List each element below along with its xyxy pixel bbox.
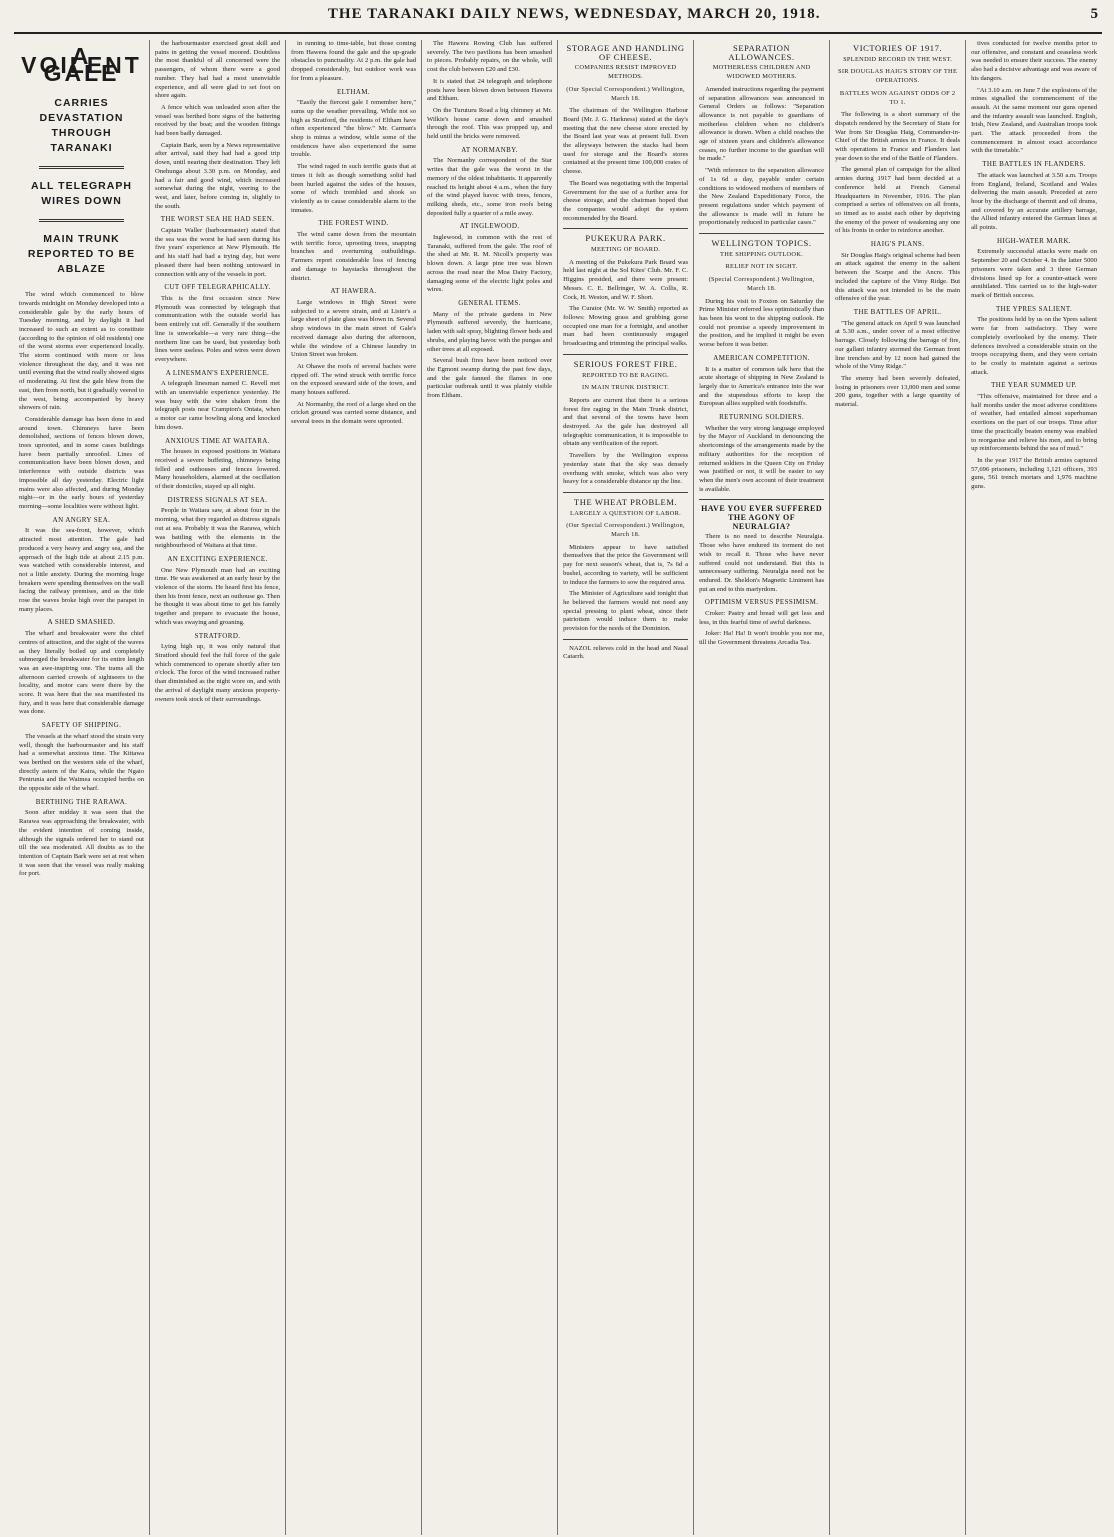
paragraph: Lying high up, it was only natural that Stratford should feel the full force of the gale which commenced to operate shortly after ten o'clock. The force of the wind increased rather than diminished as the night wore on, and with the arrival of daylight many anxious property-owners took stock of their surroundings. — [155, 643, 281, 703]
article-title: WELLINGTON TOPICS. — [711, 238, 812, 249]
subheading: AN ANGRY SEA. — [52, 515, 111, 524]
paragraph: Captain Bark, seen by a News representative after arrival, said they had had a good trip down, until nearing their destination. They left Onehunga about 3.30 p.m. on Monday, and had a fair and good wind, which increased somewhat during the night, veering to the west, and later, before coming in, slightly to the south. — [155, 141, 281, 210]
subheading: THE YPRES SALIENT. — [995, 304, 1073, 313]
subheading: THE FOREST WIND. — [318, 219, 389, 228]
paragraph: One New Plymouth man had an exciting time. He was awakened at an early hour by the violence of the storm. He heard first his fence, then his front fence, next an outhouse go. Then he thought it was about time to get his family together and prepare to evacuate the house, which was swaying and groaning. — [155, 566, 281, 626]
column-4 — [422, 40, 558, 1535]
paragraph: There is no need to describe Neuralgia. Those who have endured its torment do not wish to recall it. Those who have never suffered could not understand. But this is unnecessary suffering. Neuralgia need not be endured. Dr. Sheldon's Magnetic Liniment has put an end to this martyrdom. — [699, 533, 825, 593]
divider — [699, 499, 824, 500]
paragraph: "At 3.10 a.m. on June 7 the explosions of the mines signalled the commencement of the assault. At the same moment our guns opened and the infantry assault was launched. English, Irish, New Zealand, and Australian troops took part. The attack proceeded from the commencement in almost exact accordance with the timetable." — [971, 86, 1097, 155]
paragraph: Travellers by the Wellington express yesterday state that the sky was densely overhung with smoke, which was also very heavy for a considerable distance up the line. — [563, 452, 689, 486]
paragraph: The Hawera Rowing Club has suffered severely. The two pavilions has been smashed to pieces. Probably repairs, on the whole, will cost the club between £20 and £30. — [427, 40, 553, 74]
byline: (Our Special Correspondent.) Wellington, March 18. — [566, 85, 685, 102]
article-subtitle: REPORTED TO BE RAGING. — [582, 371, 670, 379]
paragraph: Captain Waller (harbourmaster) stated that the sea was the worst he had seen during his five years' experience at New Plymouth. He and his staff had had a trying day, but were pleased there had been nothing untoward in connection with any of the vessels in port. — [155, 227, 281, 278]
paragraph: The wharf and breakwater were the chief centres of attraction, and the sight of the waves as they literally boiled up and completely submerged the breakwater for its entire length was an awe-inspiring one. The trams all the afternoon carried crowds of sightseers to the locality, and motor cars were there by the score. It was here that the sea manifested its fury, and it was here that considerable damage was done. — [19, 630, 145, 716]
article-title: SERIOUS FOREST FIRE. — [573, 358, 678, 369]
paragraph: Croker: Pastry and bread will get less and less, in this fearful time of awful darkness. — [699, 610, 825, 626]
subheading: HIGH-WATER MARK. — [997, 236, 1072, 245]
paragraph: The houses in exposed positions in Waitara received a severe buffeting, chimneys being felled and outhouses and fences lowered. Many householders, alarmed at the oscillation of their domiciles, stayed up all night. — [155, 448, 281, 491]
paragraph: A fence which was unloaded soon after the vessel was berthed bore signs of the battering received by the boat; and the wooden fittings had been badly damaged. — [155, 103, 281, 138]
article-title: VICTORIES OF 1917. — [852, 43, 943, 53]
paragraph: During his visit to Foxton on Saturday the Prime Minister referred less optimistically than has been his wont to the shipping outlook. He could not promise a speedy improvement in the position, and he implied it might be even worse before it was better. — [699, 297, 825, 349]
paragraph: At Normanby, the roof of a large shed on the cricket ground was carried some distance, and several trees in the domain were uprooted. — [291, 400, 417, 426]
paragraph: Inglewood, in common with the rest of Taranaki, suffered from the gale. The roof of the shed at Mr. R. M. Nicoll's property was blown down. A large pine tree was blown across the road near the Moa Dairy Factory, damaging some of the electric light poles and wires. — [427, 234, 553, 294]
article-subtitle: MEETING OF BOARD. — [590, 246, 661, 254]
paragraph: Joker: Ha! Ha! It won't trouble you nor me, till the Government threatens Arcadia Tea. — [699, 630, 825, 647]
subheading: RETURNING SOLDIERS. — [719, 413, 805, 422]
paragraph: It is a matter of common talk here that the acute shortage of shipping in New Zealand is largely due to America's entrance into the war and the stupendous efforts to keep the European allies supplied with foodstuffs. — [699, 365, 825, 408]
byline: (Our Special Correspondent.) Wellington, March 18. — [566, 522, 685, 539]
subheading: THE YEAR SUMMED UP. — [991, 381, 1077, 390]
article-subtitle: LARGELY A QUESTION OF LABOR. — [570, 509, 682, 517]
subheading: SAFETY OF SHIPPING. — [41, 721, 122, 730]
paragraph: The attack was launched at 3.50 a.m. Troops from England, Ireland, Scotland and Wales delivering the main assault. Preceded at zero hour by the discharge of thermit and oil drums, and covered by an accurate artillery barrage, the Allied infantry entered the German lines at all points. — [971, 171, 1097, 232]
article-subtitle: COMPANIES RESIST IMPROVED METHODS. — [574, 64, 677, 81]
paragraph: in running to time-table, but those coming from Hawera found the gale and the up-grade obstacles to punctuality. At 2 p.m. the gale had dropped considerably, but outdoor work was for from a pleasure. — [291, 40, 417, 82]
paragraph: A telegraph linesman named C. Revell met with an unenviable experience yesterday. He was busy with the wire shaken from the telegraph posts near Crampton's Ontata, when a motor car came bowling along and knocked him down. — [155, 380, 281, 431]
paragraph: Amended instructions regarding the payment of separation allowances was announced in General Orders as follows: "Separation allowance is not payable to guardians of motherless children when no children's allowance is drawn. When a child reaches the age of sixteen years and children's allowance ceases, no further income to the guardian will be made." — [699, 85, 825, 163]
column-6 — [694, 40, 830, 1535]
divider — [563, 228, 688, 229]
paragraph: "Easily the fiercest gale I remember here," sums up the weather prevailing. While not so high as Stratford, the residents of Eltham have often experienced "the blow." Mr. Carman's shop is minus a window, while some of the residences have also experienced the same trouble. — [291, 99, 417, 159]
divider — [563, 492, 688, 493]
article-subtitle: SIR DOUGLAS HAIG'S STORY OF THE OPERATIONS. — [838, 68, 958, 85]
divider — [563, 639, 688, 640]
column-5 — [558, 40, 694, 1535]
subheading: AT HAWERA. — [330, 287, 377, 296]
article-subtitle: RELIEF NOT IN SIGHT. — [725, 263, 798, 271]
paragraph: Soon after midday it was seen that the Rarawa was approaching the breakwater, with the evident intention of coming inside, although the signals ordered her to stand out till the sea moderated. All doubts as to the intention of Captain Bark were set at rest when it was seen that the vessel was really making for port. — [19, 809, 145, 878]
paragraph: The following is a short summary of the dispatch rendered by the Secretary of State for War from Sir Douglas Haig, Commander-in-Chief of the British armies in France. It deals with operations in France and Flanders last year down to the end of the Battle of Flanders. — [835, 111, 961, 162]
article-title: PUKEKURA PARK. — [585, 233, 666, 244]
paragraph: The wind raged in such terrific gusts that at times it felt as though something solid had been hurled against the sides of the houses, some of which trembled and shook so violently as to cause considerable alarm to the inmates. — [291, 163, 417, 214]
paragraph: The wind came down from the mountain with terrific force, uprooting trees, snapping branches and overturning outbuildings. Farmers report considerable loss of fencing and damage to haystacks throughout the district. — [291, 231, 417, 282]
paragraph: The Board was negotiating with the Imperial Government for the use of a further area for cheese storage, and the chairman hoped that the companies would adopt the system recommended by the Board. — [563, 179, 689, 222]
paragraph: "With reference to the separation allowance of 1s 6d a day, payable under certain conditions to widowed mothers of members of the New Zealand Expeditionary Force, the present regulations under which payment of the allowance is made will in future be proportionately reduced in particular cases." — [699, 167, 825, 227]
paragraph: In the year 1917 the British armies captured 57,696 prisoners, including 1,121 officers, 393 guns, 561 trench mortars and 1,976 machine guns. — [971, 456, 1097, 491]
column-2 — [150, 40, 286, 1535]
paragraph: The enemy had been severely defeated, losing in prisoners over 13,000 men and some 200 guns, together with a large quantity of material. — [835, 374, 961, 409]
column-1 — [14, 40, 150, 1535]
paragraph: Sir Douglas Haig's original scheme had been an attack against the enemy in the salient between the Scarpe and the Ancre. This included the capture of the Vimy Ridge. But this attack was not intended to be the main offensive of the year. — [835, 251, 961, 303]
subheading: BERTHING THE RARAWA. — [35, 797, 128, 806]
subheading: CUT OFF TELEGRAPHICALLY. — [164, 283, 271, 292]
deck-1: CARRIES DEVASTATION THROUGH TARANAKI — [39, 97, 124, 155]
paragraph: The Normanby correspondent of the Star writes that the gale was the worst in the memory of the oldest inhabitants. It apparently reached its height about 4 a.m., when the fury of the wind played havoc with trees, fences, milking sheds, etc., some iron roofs being deposited fully a quarter of a mile away. — [427, 157, 553, 217]
article-subtitle: THE SHIPPING OUTLOOK. — [720, 250, 804, 258]
headline: A VOILENT GALE — [21, 43, 142, 87]
subheading: STRATFORD. — [194, 631, 241, 640]
article-subtitle: SPLENDID RECORD IN THE WEST. — [843, 55, 953, 63]
paragraph: Several bush fires have been noticed over the Egmont swamp during the past few days, and the gale fanned the flames in one particular outbreak until it was plainly visible from Eltham. — [427, 357, 553, 400]
paragraph: The Curator (Mr. W. W. Smith) reported as follows: Mowing grass and grubbing gorse occupied one man for a fortnight, and another man had been continuously engaged broadcasting and trimming the principal walks. — [563, 305, 689, 348]
paragraph: The vessels at the wharf stood the strain very well, though the harbourmaster and his staff had a somewhat anxious time. The Kittawa was berthed on the western side of the wharf, directly astern of the Kaira, while the Ngaio Pentrunia and the Waimea occupied berths on the opposite side of the wharf. — [19, 732, 145, 793]
deck-3: MAIN TRUNK REPORTED TO BE ABLAZE — [27, 233, 136, 276]
paper-title-and-date: THE TARANAKI DAILY NEWS, WEDNESDAY, MARCH 20, 1918. — [327, 6, 821, 22]
subheading: AT NORMANBY. — [461, 145, 518, 154]
paragraph: It was the sea-front, however, which attracted most attention. The gale had produced a very heavy and angry sea, and the approach of the high tide at about 2.15 p.m. was watched with considerable interest, and not a little anxiety. During the morning huge breakers were spending themselves on the wall facing the railway premises, and as the tide rose the waves broke high over the parapet in many places. — [19, 527, 145, 613]
paragraph: This is the first occasion since New Plymouth was connected by telegraph that communication with the outside world has been entirely cut off. Generally if the southern line is unworkable—a very rare thing—the northern line can be used, but yesterday both lines were useless. Poles and wires were down everywhere. — [155, 294, 281, 363]
masthead — [14, 6, 1102, 34]
paragraph: Reports are current that there is a serious forest fire raging in the Main Trunk district, and that several of the towns have been destroyed. As the gale has destroyed all telegraphic communication, it is impossible to obtain any verification of the report. — [563, 396, 689, 448]
page-number: 5 — [1090, 6, 1098, 22]
subheading: GENERAL ITEMS. — [458, 298, 521, 307]
article-subtitle: IN MAIN TRUNK DISTRICT. — [581, 384, 670, 392]
subheading: ELTHAM. — [337, 87, 371, 96]
subheading: A LINESMAN'S EXPERIENCE. — [165, 368, 270, 377]
byline: (Special Correspondent.) Wellington, March 18. — [708, 276, 815, 292]
article-title: STORAGE AND HANDLING OF CHEESE. — [566, 43, 685, 62]
paragraph: the harbourmaster exercised great skill and pains in getting the vessel moored. Doubtless the most thankful of all concerned were the passengers, of whom there were a good number. They had had a most unenviable experience, and all were glad to set foot on shore again. — [155, 40, 281, 100]
paragraph: People in Waitara saw, at about four in the morning, what they regarded as distress signals out at sea. Probably it was the Rarawa, which was battling with the elements in the neighbourhood of Waitara at that time. — [155, 507, 281, 550]
divider — [563, 354, 688, 355]
column-7 — [830, 40, 966, 1535]
paragraph: "This offensive, maintained for three and a half months under the most adverse conditions of weather, had entailed almost superhuman exertions on the part of our troops. Time after time the practically beaten enemy was enabled to reorganise and relieve his men, and to bring up reinforcements behind the sea of mud." — [971, 393, 1097, 453]
paragraph: Whether the very strong language employed by the Mayor of Auckland in denouncing the shortcomings of the arrangements made by the military authorities for the reception of returned soldiers in the Queen City on Friday was justified or not, it will be easier to say when the men's own account of their treatment is available. — [699, 424, 825, 493]
column-8 — [966, 40, 1102, 1535]
paragraph: Large windows in High Street were subjected to a severe strain, and at Lister's a large sheet of plate glass was blown in. Several shop windows in the main street of Gale's received damage also during the afternoon, while the window of a Chinese laundry in Union Street was broken. — [291, 298, 417, 359]
paragraph: The general plan of campaign for the allied armies during 1917 had been decided at a conference held at French General Headquarters in November, 1916. The plan comprised a series of offensives on all fronts, so timed as to assist each other by depriving the enemy of the power of weakening any one of his fronts in order to reinforce another. — [835, 166, 961, 235]
paragraph: tives conducted for twelve months prior to our offensive, and constant and ceaseless work was needed to ensure their success. The enemy also had a decisive advantage and was aware of his dangers. — [971, 40, 1097, 82]
subheading: AT INGLEWOOD. — [459, 222, 520, 231]
subheading: HAIG'S PLANS. — [870, 240, 925, 249]
columns — [14, 40, 1102, 1535]
subheading: AN EXCITING EXPERIENCE. — [167, 554, 268, 563]
divider — [39, 166, 124, 169]
subheading: THE WORST SEA HE HAD SEEN. — [160, 215, 275, 224]
paragraph: Considerable damage has been done in and around town. Chimneys have been demolished, sections of fences blown down, trees uprooted, and in some cases buildings have been partially unroofed. Lines of communication have been blown down, and interference with outside districts was impossible all day yesterday. Electric light mains were also affected, and during Monday night—or in the early hours of yesterday morning—some localities were without light. — [19, 415, 145, 510]
subheading: DISTRESS SIGNALS AT SEA. — [167, 495, 268, 504]
paragraph: A meeting of the Pukekura Park Board was held last night at the Sol Kites' Club. Mr. F. C. Higgins presided, and there were present: Messrs. C. E. Bellringer, W. A. Collis, R. Cock, H. Weston, and W. F. Short. — [563, 258, 689, 301]
paragraph: The chairman of the Wellington Harbour Board (Mr. J. G. Harkness) stated at the day's meeting that the new cheese store erected by the Board last year was at present full. Even the alleyways between the stacks had been used for storage and the Board's stores contained at the present time 100,000 crates of cheese. — [563, 107, 689, 176]
advertisement-title: HAVE YOU EVER SUFFERED THE AGONY OF NEURALGIA? — [701, 504, 823, 531]
deck-2: ALL TELEGRAPH WIRES DOWN — [31, 180, 132, 208]
paragraph: Extremely successful attacks were made on September 20 and October 4. In the latter 5000 prisoners were taken and 3 three German divisions lined up for a counter-attack were annihilated. This carried us to the high-water mark of British success. — [971, 248, 1097, 299]
divider — [39, 219, 124, 222]
divider — [699, 233, 824, 234]
paragraph: Many of the private gardens in New Plymouth suffered severely, the hurricane, laden with salt spray, blighting flower beds and shrubs, and playing havoc with the pungas and other trees at all exposed. — [427, 310, 553, 353]
subheading: AMERICAN COMPETITION. — [713, 353, 810, 362]
subheading: ANXIOUS TIME AT WAITARA. — [165, 436, 270, 445]
paragraph: "The general attack on April 9 was launched at 5.30 a.m., under cover of a most effective barrage. Closely following the barrage of fire, our gallant infantry stormed the German front line trenches and by 12 noon had gained the whole of the Vimy Ridge." — [835, 319, 961, 371]
paragraph: It is stated that 24 telegraph and telephone posts have been blown down between Hawera and Eltham. — [427, 77, 553, 103]
subheading: THE BATTLES IN FLANDERS. — [982, 160, 1086, 169]
paragraph: Ministers appear to have satisfied themselves that the price the Government will pay for next season's wheat, that is, 7s 6d a bushel, according to variety, will be sufficient to induce the farmers to sow the required area. — [563, 543, 689, 586]
article-title: THE WHEAT PROBLEM. — [573, 496, 678, 507]
paragraph: The Minister of Agriculture said tonight that he believed the farmers would not need any special pressing to plant wheat, since their patriotism would induce them to make provision for the needs of the Dominion. — [563, 590, 689, 633]
subheading: A SHED SMASHED. — [47, 618, 116, 627]
article-subtitle: BATTLES WON AGAINST ODDS OF 2 TO 1. — [839, 89, 956, 106]
subheading: THE BATTLES OF APRIL. — [853, 307, 942, 316]
article-title: SEPARATION ALLOWANCES. — [728, 43, 795, 62]
paragraph: On the Turuturu Road a big chimney at Mr. Wilkie's house came down and smashed through the roof. This was propped up, and held until the bricks were removed. — [427, 106, 553, 141]
paragraph: The wind which commenced to blow towards midnight on Monday developed into a considerable gale by the early hours of Tuesday morning, and by daylight it had increased to such an extent as to constitute (according to the opinion of old residents) one of the worst storms ever experienced locally. The storm continued with more or less violence throughout the day, and it was not until evening that the wind really showed signs of moderating. At first the gale blew from the east, then from north, but it gradually veered to the west, being accompanied by heavy showers of rain. — [19, 291, 145, 412]
article-subtitle: MOTHERLESS CHILDREN AND WIDOWED MOTHERS. — [712, 64, 811, 81]
paragraph: The positions held by us on the Ypres salient were far from satisfactory. They were completely overlooked by the enemy. Their defences involved a considerable strain on the troops occupying them, and they were certain to be costly to maintain against a serious attack. — [971, 316, 1097, 376]
advertisement-line: NAZOL relieves cold in the head and Nasal Catarrh. — [563, 644, 689, 661]
subheading: OPTIMISM VERSUS PESSIMISM. — [704, 598, 819, 607]
column-3 — [286, 40, 422, 1535]
paragraph: At Ohawe the roofs of several baches were ripped off. The wind struck with terrific force on the exposed seaward side of the town, and many houses suffered. — [291, 362, 417, 397]
